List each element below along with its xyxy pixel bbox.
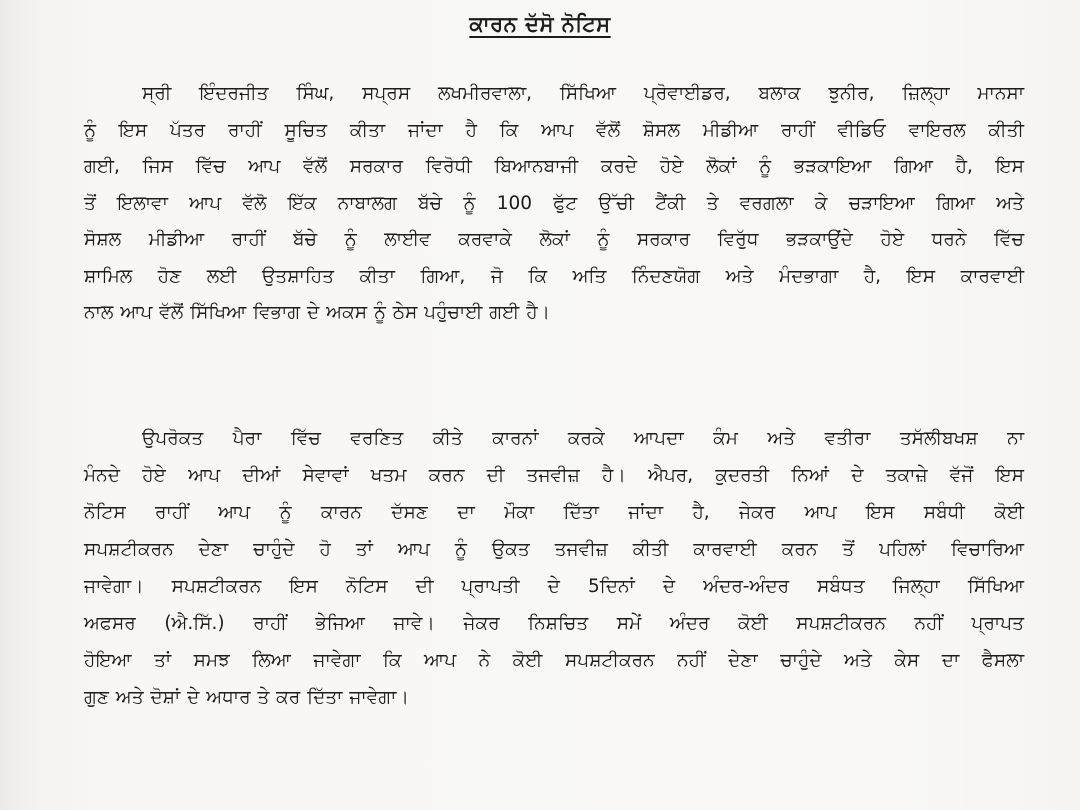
paragraph-line: ਸੋਸ਼ਲ ਮੀਡੀਆ ਰਾਹੀਂ ਬੱਚੇ ਨੂੰ ਲਾਈਵ ਕਰਵਾਕੇ ਲੋਕਾਂ ਨੂੰ ਸਰਕਾਰ ਵਿਰੁੱਧ ਭੜਕਾਉਂਦੇ ਹੋਏ ਧਰਨੇ ਵਿੱਚ <box>84 229 1024 250</box>
paragraph-line: ਸ੍ਰੀ ਇੰਦਰਜੀਤ ਸਿੰਘ, ਸਪ੍ਰਸ ਲਖਮੀਰਵਾਲਾ, ਸਿੱਖਿਆ ਪ੍ਰੋਵਾਈਡਰ, ਬਲਾਕ ਝੁਨੀਰ, ਜ਼ਿਲ੍ਹਾ ਮਾਨਸਾ <box>142 83 1024 104</box>
paragraph-1 <box>84 76 1024 332</box>
paragraph-line: ਨਾਲ ਆਪ ਵੱਲੋਂ ਸਿੱਖਿਆ ਵਿਭਾਗ ਦੇ ਅਕਸ ਨੂੰ ਠੇਸ ਪਹੁੰਚਾਈ ਗਈ ਹੈ। <box>84 302 551 323</box>
paragraph-line: ਸ਼ਾਮਿਲ ਹੋਣ ਲਈ ਉਤਸ਼ਾਹਿਤ ਕੀਤਾ ਗਿਆ, ਜੋ ਕਿ ਅਤਿ ਨਿੰਦਣਯੋਗ ਅਤੇ ਮੰਦਭਾਗਾ ਹੈ, ਇਸ ਕਾਰਵਾਈ <box>84 265 1024 287</box>
paragraph-line: ਉਪਰੋਕਤ ਪੈਰਾ ਵਿੱਚ ਵਰਣਿਤ ਕੀਤੇ ਕਾਰਨਾਂ ਕਰਕੇ ਆਪਦਾ ਕੰਮ ਅਤੇ ਵਤੀਰਾ ਤਸੱਲੀਬਖਸ਼ ਨਾ <box>142 428 1024 449</box>
paragraph-line: ਗਈ, ਜਿਸ ਵਿੱਚ ਆਪ ਵੱਲੋਂ ਸਰਕਾਰ ਵਿਰੋਧੀ ਬਿਆਨਬਾਜੀ ਕਰਦੇ ਹੋਏ ਲੋਕਾਂ ਨੂੰ ਭੜਕਾਇਆ ਗਿਆ ਹੈ, ਇਸ <box>84 156 1024 177</box>
paragraph-line: ਨੋਟਿਸ ਰਾਹੀਂ ਆਪ ਨੂੰ ਕਾਰਨ ਦੱਸਣ ਦਾ ਮੌਕਾ ਦਿੱਤਾ ਜਾਂਦਾ ਹੈ, ਜੇਕਰ ਆਪ ਇਸ ਸਬੰਧੀ ਕੋਈ <box>84 502 1024 523</box>
paragraph-line: ਹੋਇਆ ਤਾਂ ਸਮਝ ਲਿਆ ਜਾਵੇਗਾ ਕਿ ਆਪ ਨੇ ਕੋਈ ਸਪਸ਼ਟੀਕਰਨ ਨਹੀਂ ਦੇਣਾ ਚਾਹੁੰਦੇ ਅਤੇ ਕੇਸ ਦਾ ਫੈਸਲਾ <box>84 650 1024 671</box>
paragraph-line: ਜਾਵੇਗਾ। ਸਪਸ਼ਟੀਕਰਨ ਇਸ ਨੋਟਿਸ ਦੀ ਪ੍ਰਾਪਤੀ ਦੇ 5ਦਿਨਾਂ ਦੇ ਅੰਦਰ-ਅੰਦਰ ਸਬੰਧਤ ਜਿਲ੍ਹਾ ਸਿੱਖਿਆ <box>84 576 1024 597</box>
paragraph-line: ਸਪਸ਼ਟੀਕਰਨ ਦੇਣਾ ਚਾਹੁੰਦੇ ਹੋ ਤਾਂ ਆਪ ਨੂੰ ਉਕਤ ਤਜਵੀਜ਼ ਕੀਤੀ ਕਾਰਵਾਈ ਕਰਨ ਤੋਂ ਪਹਿਲਾਂ ਵਿਚਾਰਿਆ <box>84 539 1024 560</box>
title-text: ਕਾਰਨ ਦੱਸੋ ਨੋਟਿਸ <box>469 12 611 36</box>
paragraph-line: ਤੋਂ ਇਲਾਵਾ ਆਪ ਵੱਲੋ ਇੱਕ ਨਾਬਾਲਗ ਬੱਚੇ ਨੂੰ 100 ਫੁੱਟ ਉੱਚੀ ਟੈਂਕੀ ਤੇ ਵਰਗਲਾ ਕੇ ਚੜਾਇਆ ਗਿਆ ਅਤੇ <box>84 192 1024 214</box>
document-title <box>0 12 1080 37</box>
paragraph-line: ਅਫਸਰ (ਐ.ਸਿੱ.) ਰਾਹੀਂ ਭੇਜਿਆ ਜਾਵੇ। ਜੇਕਰ ਨਿਸ਼ਚਿਤ ਸਮੇਂ ਅੰਦਰ ਕੋਈ ਸਪਸ਼ਟੀਕਰਨ ਨਹੀਂ ਪ੍ਰਾਪਤ <box>84 613 1024 634</box>
paragraph-line: ਮੰਨਦੇ ਹੋਏ ਆਪ ਦੀਆਂ ਸੇਵਾਵਾਂ ਖਤਮ ਕਰਨ ਦੀ ਤਜਵੀਜ਼ ਹੈ। ਐਪਰ, ਕੁਦਰਤੀ ਨਿਆਂ ਦੇ ਤਕਾਜ਼ੇ ਵੱਜੋਂ ਇਸ <box>84 465 1025 486</box>
paragraph-line: ਗੁਣ ਅਤੇ ਦੋਸ਼ਾਂ ਦੇ ਅਧਾਰ ਤੇ ਕਰ ਦਿੱਤਾ ਜਾਵੇਗਾ। <box>84 687 409 708</box>
paragraph-line: ਨੂੰ ਇਸ ਪੱਤਰ ਰਾਹੀਂ ਸੂਚਿਤ ਕੀਤਾ ਜਾਂਦਾ ਹੈ ਕਿ ਆਪ ਵੱਲੋਂ ਸ਼ੋਸਲ ਮੀਡੀਆ ਰਾਹੀਂ ਵੀਡਿਓ ਵਾਇਰਲ ਕੀਤੀ <box>84 119 1024 141</box>
paragraph-2 <box>84 420 1024 716</box>
